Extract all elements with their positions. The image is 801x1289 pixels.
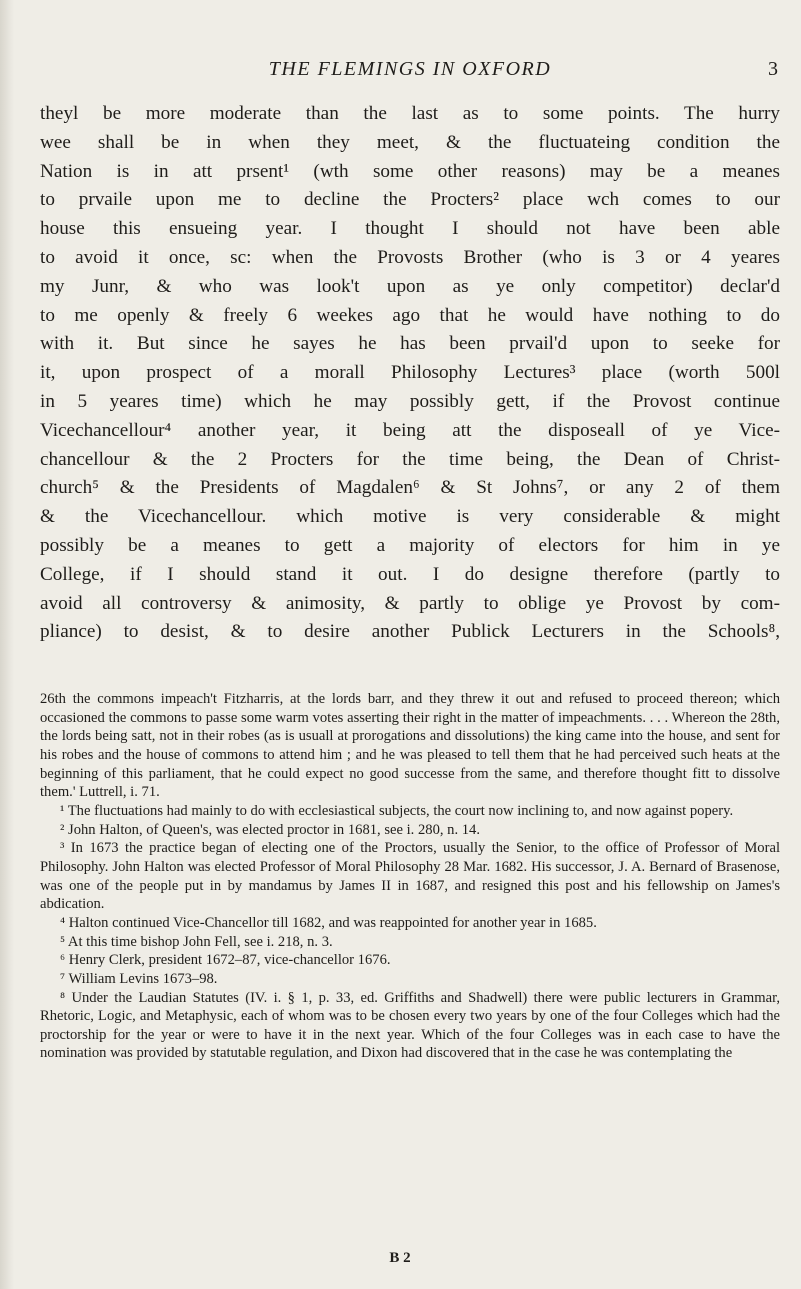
letter-line: Vicechancellour⁴ another year, it being att the disposeall of ye Vice-: [40, 419, 780, 441]
footnote-3: ³ In 1673 the practice began of electing one of the Proctors, usually the Senior, to the office of Professor of Moral Philosophy. John Halton was elected Professor of Moral Philosophy 28 Mar. 1682. His successor, J. A. Bernard of Brasenose, was one of the people put in by mandamus by James II in 1687, and resigned this post and his fellowship on James's abdication.: [40, 840, 780, 913]
signature-mark: B 2: [389, 1250, 411, 1266]
page-binding-shadow: [0, 0, 14, 1289]
letter-line: house this ensueing year. I thought I should not have been able: [40, 218, 780, 240]
letter-line: my Junr, & who was look't upon as ye only competitor) declar'd: [40, 275, 780, 297]
running-title: THE FLEMINGS IN OXFORD: [268, 58, 552, 80]
letter-line: church⁵ & the Presidents of Magdalen⁶ & St Johns⁷, or any 2 of them: [40, 477, 780, 499]
letter-line: Nation is in att prsent¹ (wth some other reasons) may be a meanes: [40, 160, 780, 182]
footnote-5: ⁵ At this time bishop John Fell, see i. 218, n. 3.: [60, 933, 333, 950]
footnote-2: ² John Halton, of Queen's, was elected proctor in 1681, see i. 280, n. 14.: [60, 821, 480, 838]
letter-line: wee shall be in when they meet, & the fluctuateing condition the: [40, 131, 780, 153]
letter-line: & the Vicechancellour. which motive is very considerable & might: [40, 506, 780, 528]
page-number: 3: [768, 58, 778, 80]
footnote-continuation: 26th the commons impeach't Fitzharris, at the lords barr, and they threw it out and refused to proceed thereon; which occasioned the commons to passe some warm votes asserting their right in the matter of impeachments. . . . Whereon the 28th, the lords being satt, not in their robes (as is usuall at prorogations and dissolutions) the king came into the house, and sent for his robes and the house of commons to attend him ; and he was pleased to tell them that he had perceived such heats at the beginning of this parliament, that he could expect no good successe from the same, and therefore thought fitt to dissolve them.' Luttrell, i. 71.: [40, 691, 780, 801]
letter-line: possibly be a meanes to gett a majority of electors for him in ye: [40, 534, 780, 556]
letter-line: theyl be more moderate than the last as to some points. The hurry: [40, 103, 780, 124]
letter-line: with it. But since he sayes he has been prvail'd upon to seeke for: [40, 333, 780, 355]
footnote-6: ⁶ Henry Clerk, president 1672–87, vice-chancellor 1676.: [60, 952, 391, 969]
letter-line: to avoid it once, sc: when the Provosts Brother (who is 3 or 4 yeares: [40, 246, 780, 268]
letter-line: chancellour & the 2 Procters for the time being, the Dean of Christ-: [40, 448, 780, 470]
letter-line: avoid all controversy & animosity, & partly to oblige ye Provost by com-: [40, 592, 780, 614]
letter-line: it, upon prospect of a morall Philosophy Lectures³ place (worth 500l: [40, 362, 780, 384]
letter-line: in 5 yeares time) which he may possibly gett, if the Provost continue: [40, 390, 780, 412]
footnote-4: ⁴ Halton continued Vice-Chancellor till 1682, and was reappointed for another year in 1685.: [60, 914, 597, 931]
letter-text: [40, 100, 780, 647]
footnote-8: ⁸ Under the Laudian Statutes (IV. i. § 1, p. 33, ed. Griffiths and Shadwell) there were public lecturers in Grammar, Rhetoric, Logic, and Metaphysic, each of whom was to be chosen every two years by one of the four Colleges which had the proctorship for the year or were to have it in the next year. Which of the four Colleges was in each case to have the nomination was provided by statutable regulation, and Dixon had discovered that in the case he was contemplating the: [40, 989, 780, 1062]
footnotes: [40, 690, 780, 1063]
footnote-7: ⁷ William Levins 1673–98.: [60, 970, 218, 987]
letter-line: to prvaile upon me to decline the Procters² place wch comes to our: [40, 189, 780, 211]
footnote-1: ¹ The fluctuations had mainly to do with ecclesiastical subjects, the court now inclining to, and now against popery.: [60, 802, 734, 819]
letter-line: College, if I should stand it out. I do designe therefore (partly to: [40, 563, 780, 585]
letter-line: to me openly & freely 6 weekes ago that he would have nothing to do: [40, 304, 780, 326]
letter-line: pliance) to desist, & to desire another Publick Lecturers in the Schools⁸,: [40, 621, 780, 643]
page-header: [40, 58, 780, 88]
